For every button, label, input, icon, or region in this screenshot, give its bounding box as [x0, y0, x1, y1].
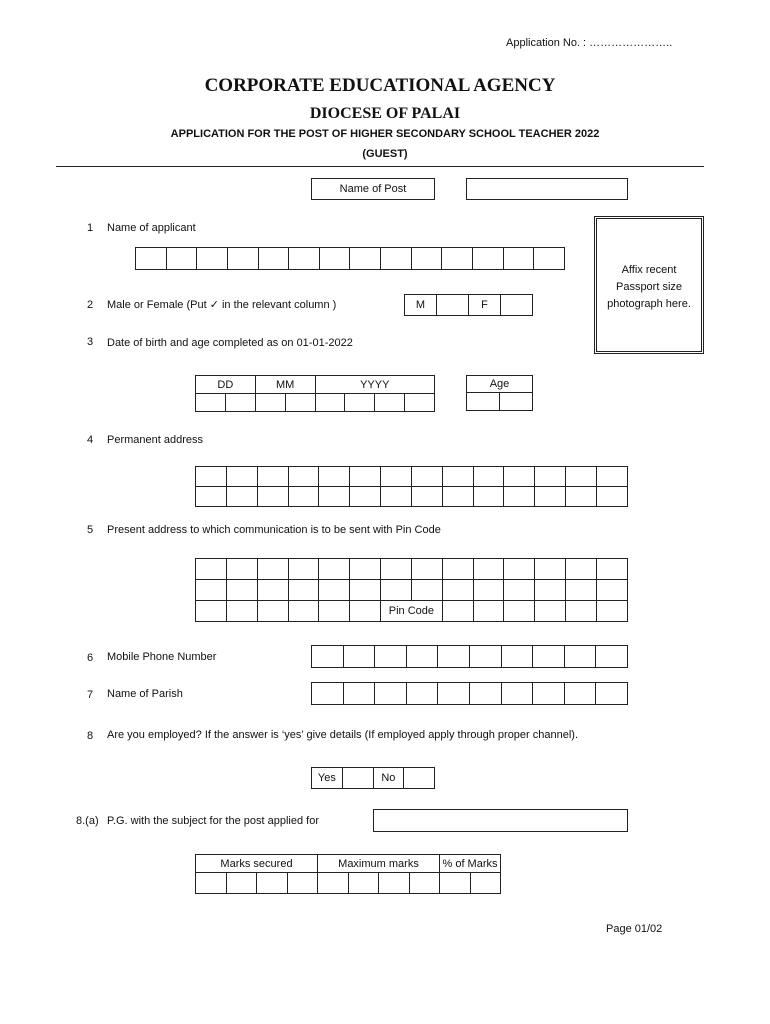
diocese-title: DIOCESE OF PALAI: [309, 105, 461, 122]
percent-marks-label: % of Marks: [440, 855, 501, 873]
item-2-number: 2: [87, 299, 94, 311]
post-label: Name of Post: [339, 183, 407, 195]
pin-cell[interactable]: [596, 601, 627, 622]
item-4-number: 4: [87, 434, 94, 446]
marks-cell[interactable]: [440, 873, 471, 894]
phone-cell[interactable]: [501, 646, 533, 668]
name-cell[interactable]: [197, 248, 228, 270]
address-cell[interactable]: [596, 580, 627, 601]
address-cell[interactable]: [319, 467, 350, 487]
yes-checkbox[interactable]: [342, 768, 373, 789]
name-cell[interactable]: [534, 248, 565, 270]
parish-cell[interactable]: [375, 683, 407, 705]
applicant-name-grid[interactable]: [135, 247, 565, 270]
pin-code-label: Pin Code: [381, 601, 443, 622]
photo-line-3: photograph here.: [607, 298, 691, 310]
marks-cell[interactable]: [287, 873, 318, 894]
pin-cell[interactable]: [566, 601, 597, 622]
parish-cell[interactable]: [438, 683, 470, 705]
name-cell[interactable]: [442, 248, 473, 270]
gender-grid: [404, 294, 533, 316]
address-cell[interactable]: [226, 580, 257, 601]
name-cell[interactable]: [473, 248, 504, 270]
address-cell[interactable]: [319, 487, 350, 507]
address-cell[interactable]: [504, 487, 535, 507]
photo-line-2: Passport size: [615, 281, 683, 293]
address-cell[interactable]: [504, 467, 535, 487]
age-cell[interactable]: [500, 393, 533, 411]
phone-cell[interactable]: [343, 646, 375, 668]
item-1-label: Name of applicant: [107, 222, 196, 234]
item-8-number: 8: [87, 730, 94, 742]
address-cell[interactable]: [350, 467, 381, 487]
address-cell[interactable]: [196, 487, 227, 507]
address-cell[interactable]: [288, 467, 319, 487]
item-6-label: Mobile Phone Number: [107, 651, 217, 663]
name-cell[interactable]: [258, 248, 289, 270]
pin-cell[interactable]: [504, 601, 535, 622]
item-5-number: 5: [87, 524, 94, 536]
no-checkbox[interactable]: [404, 768, 435, 789]
address-cell[interactable]: [288, 559, 319, 580]
name-cell[interactable]: [503, 248, 534, 270]
address-cell[interactable]: [442, 559, 473, 580]
age-cell[interactable]: [467, 393, 500, 411]
dob-cell[interactable]: [255, 394, 285, 412]
address-cell[interactable]: [257, 580, 288, 601]
photo-box: [594, 216, 704, 354]
dob-cell[interactable]: [196, 394, 226, 412]
marks-grid: [195, 854, 501, 894]
dob-dd-label: DD: [196, 376, 256, 394]
address-cell[interactable]: [381, 487, 412, 507]
phone-cell[interactable]: [564, 646, 596, 668]
address-cell[interactable]: [350, 601, 381, 622]
address-cell[interactable]: [257, 601, 288, 622]
male-label: M: [405, 295, 437, 316]
phone-cell[interactable]: [469, 646, 501, 668]
address-cell[interactable]: [535, 487, 566, 507]
application-heading: APPLICATION FOR THE POST OF HIGHER SECONDARY SCHOOL TEACHER 2022: [170, 128, 600, 140]
marks-cell[interactable]: [379, 873, 410, 894]
female-label: F: [469, 295, 501, 316]
address-cell[interactable]: [257, 559, 288, 580]
address-cell[interactable]: [596, 467, 627, 487]
address-cell[interactable]: [473, 487, 504, 507]
marks-cell[interactable]: [409, 873, 440, 894]
address-cell[interactable]: [381, 580, 412, 601]
address-cell[interactable]: [319, 559, 350, 580]
item-3-label: Date of birth and age completed as on 01-01-2022: [107, 337, 353, 349]
address-cell[interactable]: [319, 601, 350, 622]
item-8-label: Are you employed? If the answer is ‘yes’ give details (If employed apply through proper channel).: [107, 729, 579, 741]
maximum-marks-label: Maximum marks: [318, 855, 440, 873]
address-cell[interactable]: [288, 601, 319, 622]
mobile-number-grid[interactable]: [311, 645, 628, 668]
male-checkbox[interactable]: [437, 295, 469, 316]
marks-cell[interactable]: [196, 873, 227, 894]
female-checkbox[interactable]: [501, 295, 533, 316]
address-cell[interactable]: [257, 487, 288, 507]
address-cell[interactable]: [226, 559, 257, 580]
parish-cell[interactable]: [564, 683, 596, 705]
item-5-label: Present address to which communication is to be sent with Pin Code: [107, 524, 441, 536]
guest-heading: (GUEST): [362, 148, 408, 160]
address-cell[interactable]: [566, 487, 597, 507]
marks-cell[interactable]: [226, 873, 257, 894]
item-8a-number: 8.(a): [76, 815, 99, 827]
address-cell[interactable]: [535, 580, 566, 601]
marks-secured-label: Marks secured: [196, 855, 318, 873]
pin-cell[interactable]: [442, 601, 473, 622]
parish-cell[interactable]: [533, 683, 565, 705]
dob-cell[interactable]: [285, 394, 315, 412]
phone-cell[interactable]: [406, 646, 438, 668]
address-cell[interactable]: [226, 487, 257, 507]
permanent-address-grid[interactable]: [195, 466, 628, 507]
post-label-box: [311, 178, 435, 200]
address-cell[interactable]: [196, 559, 227, 580]
item-8a-label: P.G. with the subject for the post applied for: [107, 815, 319, 827]
address-cell[interactable]: [411, 487, 442, 507]
phone-cell[interactable]: [533, 646, 565, 668]
age-grid: [466, 375, 533, 411]
name-cell[interactable]: [319, 248, 350, 270]
address-cell[interactable]: [566, 559, 597, 580]
phone-cell[interactable]: [312, 646, 344, 668]
name-cell[interactable]: [136, 248, 167, 270]
address-cell[interactable]: [350, 559, 381, 580]
marks-cell[interactable]: [318, 873, 349, 894]
phone-cell[interactable]: [438, 646, 470, 668]
post-input[interactable]: [466, 178, 628, 200]
pg-subject-input[interactable]: [373, 809, 628, 832]
employed-grid: [311, 767, 435, 789]
item-1-number: 1: [87, 222, 94, 234]
no-label: No: [373, 768, 404, 789]
application-number: Application No. : …………………..: [506, 37, 673, 49]
address-cell[interactable]: [319, 580, 350, 601]
dob-cell[interactable]: [315, 394, 345, 412]
header-divider: [56, 166, 704, 167]
address-cell[interactable]: [535, 467, 566, 487]
address-cell[interactable]: [442, 487, 473, 507]
name-cell[interactable]: [350, 248, 381, 270]
address-cell[interactable]: [411, 467, 442, 487]
address-cell[interactable]: [535, 559, 566, 580]
address-cell[interactable]: [196, 580, 227, 601]
address-cell[interactable]: [473, 467, 504, 487]
marks-cell[interactable]: [257, 873, 288, 894]
address-cell[interactable]: [596, 559, 627, 580]
address-cell[interactable]: [288, 487, 319, 507]
address-cell[interactable]: [504, 559, 535, 580]
address-cell[interactable]: [442, 580, 473, 601]
name-cell[interactable]: [227, 248, 258, 270]
address-cell[interactable]: [473, 580, 504, 601]
address-cell[interactable]: [381, 467, 412, 487]
parish-cell[interactable]: [312, 683, 344, 705]
present-address-grid[interactable]: [195, 558, 628, 622]
marks-cell[interactable]: [470, 873, 501, 894]
address-cell[interactable]: [411, 580, 442, 601]
phone-cell[interactable]: [375, 646, 407, 668]
agency-title: CORPORATE EDUCATIONAL AGENCY: [204, 75, 556, 96]
parish-cell[interactable]: [501, 683, 533, 705]
name-cell[interactable]: [289, 248, 320, 270]
parish-cell[interactable]: [343, 683, 375, 705]
address-cell[interactable]: [350, 487, 381, 507]
item-7-number: 7: [87, 689, 94, 701]
address-cell[interactable]: [566, 580, 597, 601]
item-7-label: Name of Parish: [107, 688, 183, 700]
photo-line-1: Affix recent: [621, 264, 677, 276]
address-cell[interactable]: [566, 467, 597, 487]
address-cell[interactable]: [596, 487, 627, 507]
parish-cell[interactable]: [406, 683, 438, 705]
dob-yyyy-label: YYYY: [315, 376, 435, 394]
name-cell[interactable]: [411, 248, 442, 270]
dob-cell[interactable]: [345, 394, 375, 412]
address-cell[interactable]: [196, 467, 227, 487]
item-2-label: Male or Female (Put ✓ in the relevant column ): [107, 299, 337, 311]
phone-cell[interactable]: [596, 646, 628, 668]
parish-cell[interactable]: [596, 683, 628, 705]
address-cell[interactable]: [226, 601, 257, 622]
dob-grid: [195, 375, 435, 412]
age-label: Age: [467, 376, 533, 393]
address-cell[interactable]: [350, 580, 381, 601]
address-cell[interactable]: [196, 601, 227, 622]
name-cell[interactable]: [381, 248, 412, 270]
dob-cell[interactable]: [225, 394, 255, 412]
dob-cell[interactable]: [375, 394, 405, 412]
dob-mm-label: MM: [255, 376, 315, 394]
page-number: Page 01/02: [606, 923, 663, 935]
name-cell[interactable]: [166, 248, 197, 270]
item-4-label: Permanent address: [107, 434, 203, 446]
parish-cell[interactable]: [469, 683, 501, 705]
address-cell[interactable]: [411, 559, 442, 580]
item-3-number: 3: [87, 336, 94, 348]
address-cell[interactable]: [381, 559, 412, 580]
address-cell[interactable]: [257, 467, 288, 487]
address-cell[interactable]: [442, 467, 473, 487]
parish-grid[interactable]: [311, 682, 628, 705]
yes-label: Yes: [312, 768, 343, 789]
address-cell[interactable]: [504, 580, 535, 601]
dob-cell[interactable]: [405, 394, 435, 412]
address-cell[interactable]: [473, 559, 504, 580]
pin-cell[interactable]: [535, 601, 566, 622]
marks-cell[interactable]: [348, 873, 379, 894]
item-6-number: 6: [87, 652, 94, 664]
address-cell[interactable]: [226, 467, 257, 487]
address-cell[interactable]: [288, 580, 319, 601]
pin-cell[interactable]: [473, 601, 504, 622]
